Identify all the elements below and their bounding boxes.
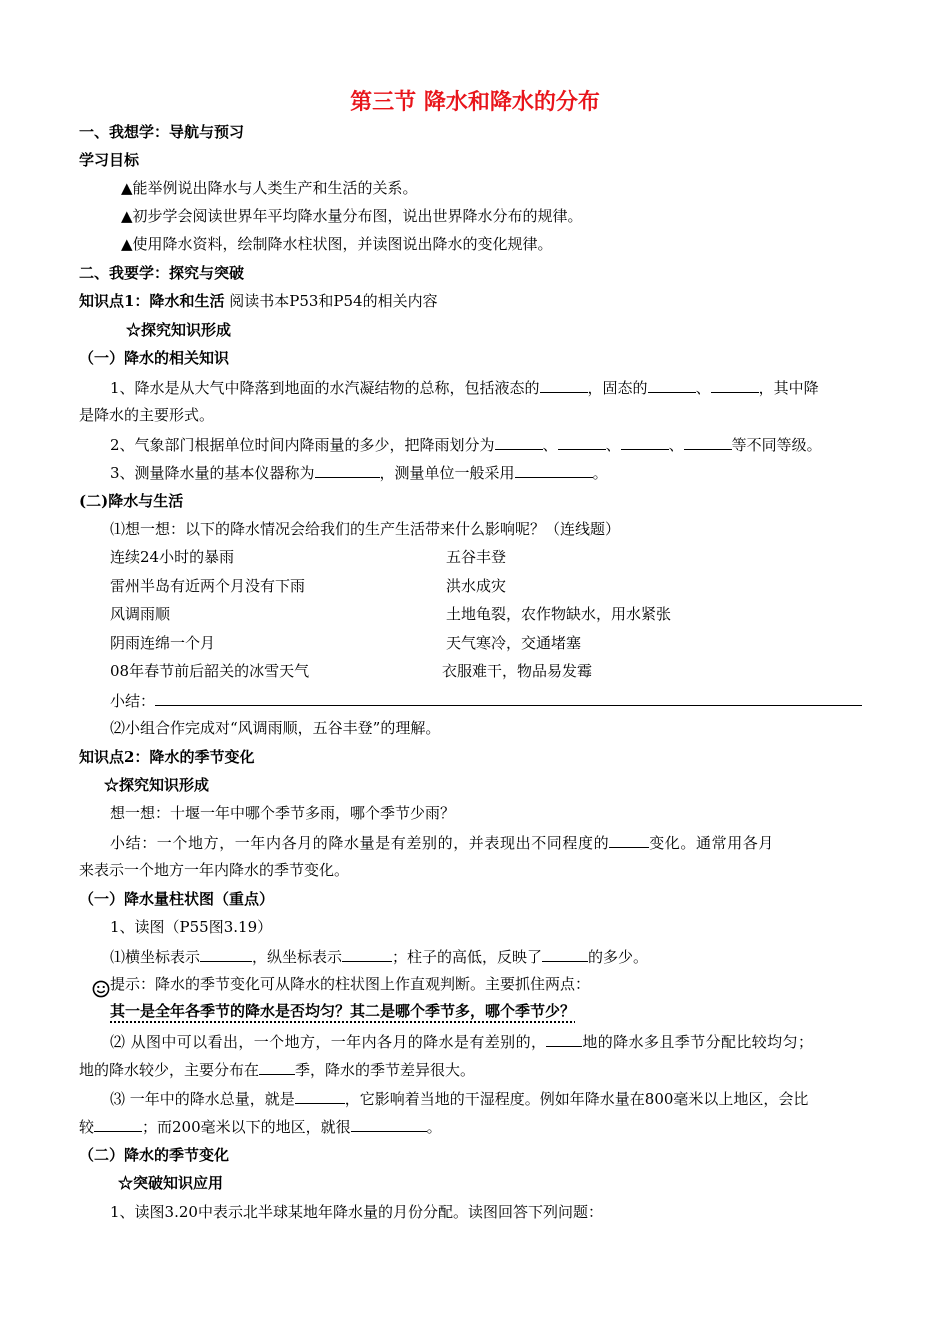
explore-label: ☆探究知识形成 bbox=[126, 321, 232, 339]
q2-sep: 、 bbox=[668, 436, 684, 454]
think-question: ⑴想一想：以下的降水情况会给我们的生产生活带来什么影响呢？（连线题） bbox=[110, 520, 621, 538]
answer-blank[interactable] bbox=[94, 1116, 142, 1132]
axes-text: ⑴横坐标表示 bbox=[110, 948, 201, 966]
axes-text: ，纵坐标表示 bbox=[252, 948, 343, 966]
hint-points: 其一是全年各季节的降水是否均匀？其二是哪个季节多，哪个季节少？ bbox=[110, 1002, 576, 1020]
summary-2-cont: 来表示一个地方一年内降水的季节变化。 bbox=[79, 861, 350, 879]
bar-chart-heading: （一）降水量柱状图（重点） bbox=[79, 890, 275, 908]
q1-text: ，其中降 bbox=[758, 379, 819, 397]
summary-label: 小结： bbox=[110, 692, 156, 710]
goal-item: ▲能举例说出降水与人类生产和生活的关系。 bbox=[121, 179, 418, 197]
fig2-text: ⑵ 从图中可以看出，一个地方，一年内各月的降水是有差别的， bbox=[110, 1033, 547, 1051]
goal-item: ▲初步学会阅读世界年平均降水量分布图，说出世界降水分布的规律。 bbox=[121, 207, 583, 225]
fig3-text: 。 bbox=[426, 1118, 442, 1136]
question-2 bbox=[110, 434, 822, 455]
answer-blank[interactable] bbox=[295, 1088, 345, 1104]
answer-blank[interactable] bbox=[558, 434, 606, 450]
match-left-item[interactable]: 08年春节前后韶关的冰雪天气 bbox=[110, 662, 310, 680]
match-right-item[interactable]: 天气寒冷，交通堵塞 bbox=[446, 634, 582, 652]
final-question: 1、读图3.20中表示北半球某地年降水量的月份分配。读图回答下列问题： bbox=[110, 1203, 603, 1221]
fig3-text: ，它影响着当地的干湿程度。例如年降水量在800毫米以上地区，会比 bbox=[344, 1090, 809, 1108]
answer-blank[interactable] bbox=[342, 946, 392, 962]
answer-blank[interactable] bbox=[200, 946, 252, 962]
answer-blank[interactable] bbox=[648, 377, 696, 393]
answer-blank[interactable] bbox=[351, 1116, 427, 1132]
summary-2 bbox=[110, 832, 774, 853]
explore-label-2: ☆探究知识形成 bbox=[104, 776, 210, 794]
figure-question-3 bbox=[110, 1088, 808, 1109]
answer-blank[interactable] bbox=[609, 832, 649, 848]
apply-label: ☆突破知识应用 bbox=[118, 1174, 224, 1192]
match-right-item[interactable]: 洪水成灾 bbox=[446, 577, 507, 595]
q1-text: 、 bbox=[695, 379, 711, 397]
subsection3-heading: （二）降水的季节变化 bbox=[79, 1146, 230, 1164]
fig2-text: 地的降水多且季节分配比较均匀； bbox=[582, 1033, 814, 1051]
match-left-item[interactable]: 连续24小时的暴雨 bbox=[110, 548, 235, 566]
q2-sep: 、 bbox=[605, 436, 621, 454]
fig2-text: 季，降水的季节差异很大。 bbox=[295, 1061, 476, 1079]
figure-question-3-cont bbox=[79, 1116, 442, 1137]
section1-heading: 一、我想学：导航与预习 bbox=[79, 123, 245, 141]
axes-question bbox=[110, 946, 648, 967]
think-question-2: 想一想：十堰一年中哪个季节多雨，哪个季节少雨？ bbox=[110, 804, 456, 822]
q2-text: 2、气象部门根据单位时间内降雨量的多少，把降雨划分为 bbox=[110, 436, 495, 454]
q3-text: ，测量单位一般采用 bbox=[379, 464, 515, 482]
answer-blank[interactable] bbox=[711, 377, 759, 393]
answer-blank[interactable] bbox=[540, 377, 588, 393]
fig3-text: ；而200毫米以下的地区，就很 bbox=[142, 1118, 351, 1136]
goal-item: ▲使用降水资料，绘制降水柱状图，并读图说出降水的变化规律。 bbox=[121, 235, 553, 253]
smiley-icon bbox=[92, 980, 110, 998]
cooperation-task: ⑵小组合作完成对“风调雨顺，五谷丰登”的理解。 bbox=[110, 719, 441, 737]
match-right-item[interactable]: 五谷丰登 bbox=[446, 548, 507, 566]
knowledge-point-1 bbox=[79, 291, 438, 311]
summary-blank[interactable] bbox=[155, 690, 862, 706]
match-left-item[interactable]: 风调雨顺 bbox=[110, 605, 171, 623]
q2-sep: 、 bbox=[542, 436, 558, 454]
q1-text: ，固态的 bbox=[587, 379, 648, 397]
kp1-note: 阅读书本P53和P54的相关内容 bbox=[224, 292, 438, 310]
answer-blank[interactable] bbox=[315, 462, 380, 478]
figure-question-2 bbox=[110, 1031, 813, 1052]
subsection2-heading: (二)降水与生活 bbox=[79, 492, 184, 510]
answer-blank[interactable] bbox=[546, 1031, 582, 1047]
answer-blank[interactable] bbox=[259, 1059, 295, 1075]
axes-text: 的多少。 bbox=[588, 948, 649, 966]
summary2-text: 小结：一个地方，一年内各月的降水量是有差别的，并表现出不同程度的 bbox=[110, 834, 610, 852]
fig3-text: ⑶ 一年中的降水总量，就是 bbox=[110, 1090, 295, 1108]
q3-text: 。 bbox=[592, 464, 608, 482]
question-1-cont: 是降水的主要形式。 bbox=[79, 406, 215, 424]
fig2-text: 地的降水较少，主要分布在 bbox=[79, 1061, 260, 1079]
question-3 bbox=[110, 462, 608, 483]
kp1-label: 知识点1：降水和生活 bbox=[79, 292, 225, 310]
goals-heading: 学习目标 bbox=[79, 151, 140, 169]
figure-question-2-cont bbox=[79, 1059, 475, 1080]
read-figure: 1、读图（P55图3.19） bbox=[110, 918, 273, 936]
match-left-item[interactable]: 阴雨连绵一个月 bbox=[110, 634, 216, 652]
q2-text: 等不同等级。 bbox=[731, 436, 822, 454]
q1-text: 1、降水是从大气中降落到地面的水汽凝结物的总称，包括液态的 bbox=[110, 379, 540, 397]
match-right-item[interactable]: 土地龟裂，农作物缺水，用水紧张 bbox=[446, 605, 672, 623]
fig3-text: 较 bbox=[79, 1118, 95, 1136]
answer-blank[interactable] bbox=[621, 434, 669, 450]
page-title: 第三节 降水和降水的分布 bbox=[350, 90, 600, 115]
answer-blank[interactable] bbox=[542, 946, 588, 962]
summary-line bbox=[110, 690, 862, 711]
answer-blank[interactable] bbox=[684, 434, 732, 450]
question-1 bbox=[110, 377, 819, 398]
summary2-text: 变化。通常用各月 bbox=[649, 834, 775, 852]
subsection1-heading: （一）降水的相关知识 bbox=[79, 349, 230, 367]
knowledge-point-2-heading: 知识点2：降水的季节变化 bbox=[79, 748, 255, 766]
answer-blank[interactable] bbox=[495, 434, 543, 450]
axes-text: ；柱子的高低，反映了 bbox=[392, 948, 543, 966]
answer-blank[interactable] bbox=[515, 462, 593, 478]
hint-text: 提示：降水的季节变化可从降水的柱状图上作直观判断。主要抓住两点： bbox=[110, 975, 591, 993]
section2-heading: 二、我要学：探究与突破 bbox=[79, 264, 245, 282]
q3-text: 3、测量降水量的基本仪器称为 bbox=[110, 464, 315, 482]
match-right-item[interactable]: 衣服难干，物品易发霉 bbox=[442, 662, 593, 680]
match-left-item[interactable]: 雷州半岛有近两个月没有下雨 bbox=[110, 577, 306, 595]
